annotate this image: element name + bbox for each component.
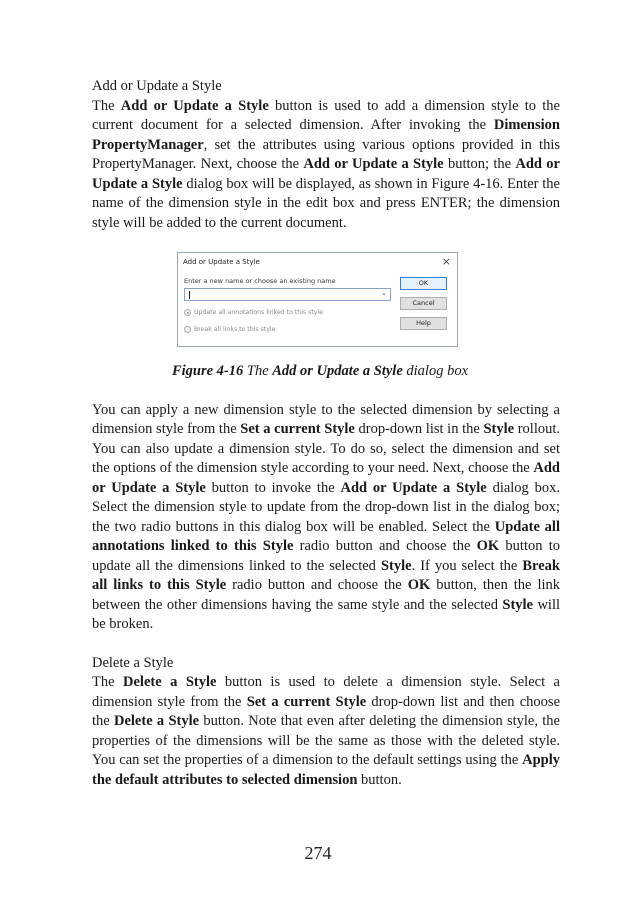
paragraph-apply-style: You can apply a new dimension style to the selected dimension by selecting a dimension style from the Set a current Style drop-down list in the Style rollout. You can also update a dimension style. To do so, select the dimension and set the options of the dimension style according to your need. Next, choose the Add or Update a Style button to invoke the Add or Update a Style dialog box. Select the dimension style to update from the drop-down list in the dialog box; the two radio buttons in this dialog box will be enabled. Select the Update all annotations linked to this Style radio button and choose the OK button to update all the dimensions linked to the selected Style. If you select the Break all links to this Style radio button and choose the OK button, then the link between the other dimensions having the same style and the selected Style will be broken. <box>92 401 561 632</box>
section-heading-add-update: Add or Update a Style <box>92 78 222 94</box>
update-annotations-label: Update all annotations linked to this style <box>194 309 323 316</box>
spacer <box>92 382 560 401</box>
dialog-title: Add or Update a Style <box>183 258 260 266</box>
dialog-prompt: Enter a new name or choose an existing name <box>184 277 336 285</box>
paragraph-add-update: The Add or Update a Style button is used to add a dimension style to the current document for a selected dimension. After invoking the Dimension PropertyManager, set the attributes using various options provided in this PropertyManager. Next, choose the Add or Update a Style button; the Add or Update a Style dialog box will be displayed, as shown in Figure 4-16. Enter the name of the dimension style in the edit box and press ENTER; the dimension style will be added to the current document. <box>92 97 560 231</box>
section-heading-delete: Delete a Style <box>92 654 174 671</box>
text-caret <box>189 291 190 299</box>
cancel-button[interactable]: Cancel <box>400 297 447 310</box>
update-annotations-radio[interactable] <box>184 309 323 316</box>
radio-unselected-icon <box>184 326 191 333</box>
add-update-style-dialog <box>177 252 458 347</box>
figure-caption: Figure 4-16 The Add or Update a Style dialog box <box>171 363 469 379</box>
break-links-label: Break all links to this style <box>194 326 276 333</box>
page-body <box>92 77 560 790</box>
page-number: 274 <box>304 843 332 863</box>
spacer <box>92 635 560 654</box>
paragraph-delete-style: The Delete a Style button is used to delete a dimension style. Select a dimension style from the Set a current Style drop-down list and then choose the Delete a Style button. Note that even after deleting the dimension style, the properties of the dimensions will be the same as those with the deleted style. You can set the properties of a dimension to the default settings using the Apply the default attributes to selected dimension button. <box>92 674 561 788</box>
figure-4-16 <box>92 252 560 362</box>
radio-selected-icon <box>184 309 191 316</box>
ok-button[interactable]: OK <box>400 277 447 290</box>
style-name-combobox[interactable] <box>184 288 391 301</box>
break-links-radio[interactable] <box>184 326 275 333</box>
chevron-down-icon[interactable]: ⌄ <box>381 289 387 297</box>
help-button[interactable]: Help <box>400 317 447 330</box>
close-icon[interactable]: × <box>441 255 451 268</box>
